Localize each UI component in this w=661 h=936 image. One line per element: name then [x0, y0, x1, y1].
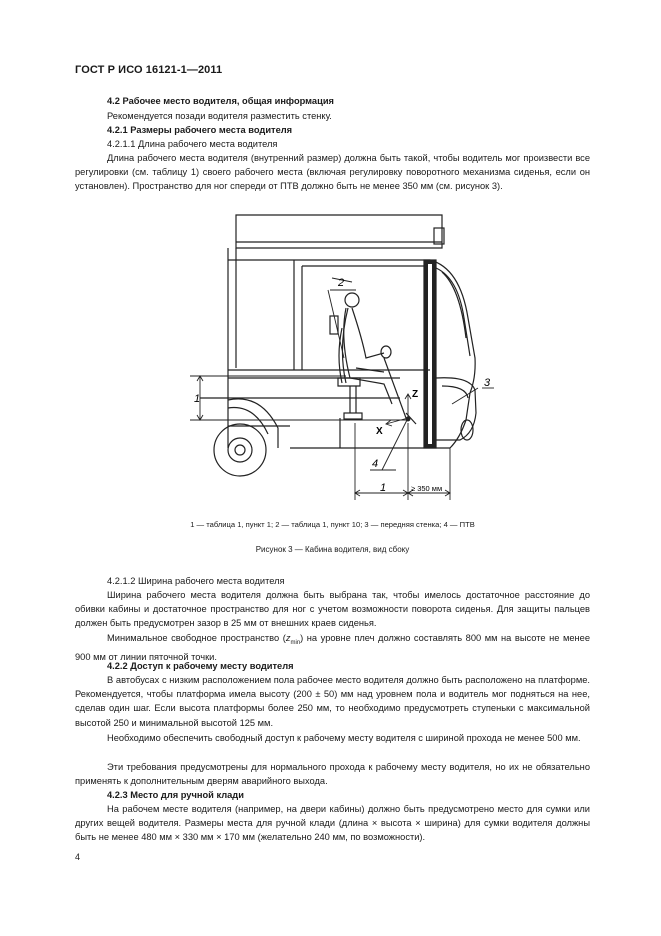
paragraph: Минимальное свободное пространство $(z_{min})$ на уровне плеч должно составлять 800 мм на высоте не менее 900 мм от линии пяточной точки. [75, 633, 590, 663]
figure-label-2: 2 [338, 277, 345, 289]
figure-legend: 1 — таблица 1, пункт 1; 2 — таблица 1, пункт 10; 3 — передняя стенка; 4 — ПТВ [190, 520, 475, 529]
axis-label-z: Z [412, 389, 419, 400]
page-number: 4 [75, 852, 81, 862]
axis-label-x: X [376, 426, 383, 437]
figure-label-4: 4 [372, 458, 379, 470]
section-4-2-2-title: 4.2.2 Доступ к рабочему месту водителя [107, 661, 294, 671]
cab-drawing [170, 208, 500, 513]
document-header: ГОСТ Р ИСО 16121-1—2011 [75, 64, 223, 76]
section-4-2-1-title: 4.2.1 Размеры рабочего места водителя [107, 125, 293, 135]
dimension-label-left: 1 [194, 393, 201, 405]
paragraph: В автобусах с низким расположением пола рабочее место водителя должно быть расположено на платформе. Рекомендуется, чтобы платформа имела высоту (200 ± 50) мм над уровнем пола и водитель мог подняться на нее, сделав один шаг. Если высота платформы более 250 мм, то необходимо предусмотреть ступеньки с максимальной высотой 250 и минимальной высотой 125 мм. [75, 675, 590, 728]
paragraph: Длина рабочего места водителя (внутренний размер) должна быть такой, чтобы водитель мог произвести все регулировки (см. таблицу 1) своего рабочего места (включая регулировку поворотного механизма сиденья, если он установлен). Пространство для ног спереди от ПТВ должно быть не менее 350 мм (см. рисунок 3). [75, 153, 590, 192]
section-4-2-1-2-title: 4.2.1.2 Ширина рабочего места водителя [107, 576, 285, 586]
section-4-2-title: 4.2 Рабочее место водителя, общая информация [107, 96, 334, 106]
figure-driver-cab-side-view [170, 208, 500, 513]
dimension-label-350mm: ≥ 350 мм [411, 484, 443, 493]
figure-label-3: 3 [484, 377, 491, 389]
figure-caption: Рисунок 3 — Кабина водителя, вид сбоку [255, 545, 410, 554]
section-4-2-1-1-title: 4.2.1.1 Длина рабочего места водителя [107, 139, 278, 149]
paragraph: Необходимо обеспечить свободный доступ к рабочему месту водителя с шириной прохода не менее 500 мм. [107, 733, 581, 743]
dimension-label-bottom: 1 [380, 482, 387, 494]
paragraph: На рабочем месте водителя (например, на двери кабины) должно быть предусмотрено место для сумки или других вещей водителя. Размеры места для ручной клади (длина × высота × ширина) для сумки водителя должны быть не менее 480 мм × 330 мм × 170 мм (желательно 240 мм, по возможности). [75, 804, 590, 843]
paragraph: Ширина рабочего места водителя должна быть выбрана так, чтобы имелось достаточное расстояние до обивки кабины и достаточное пространство для ног с учетом возможности поворота сиденья. Для защиты пальцев должен быть предусмотрен зазор в 25 мм от внешних краев сиденья. [75, 590, 590, 629]
paragraph: Эти требования предусмотрены для нормального прохода к рабочему месту водителя, но их не обязательно применять к дополнительным дверям аварийного выхода. [75, 762, 590, 787]
section-4-2-3-title: 4.2.3 Место для ручной клади [107, 790, 244, 800]
paragraph: Рекомендуется позади водителя разместить стенку. [107, 111, 332, 121]
